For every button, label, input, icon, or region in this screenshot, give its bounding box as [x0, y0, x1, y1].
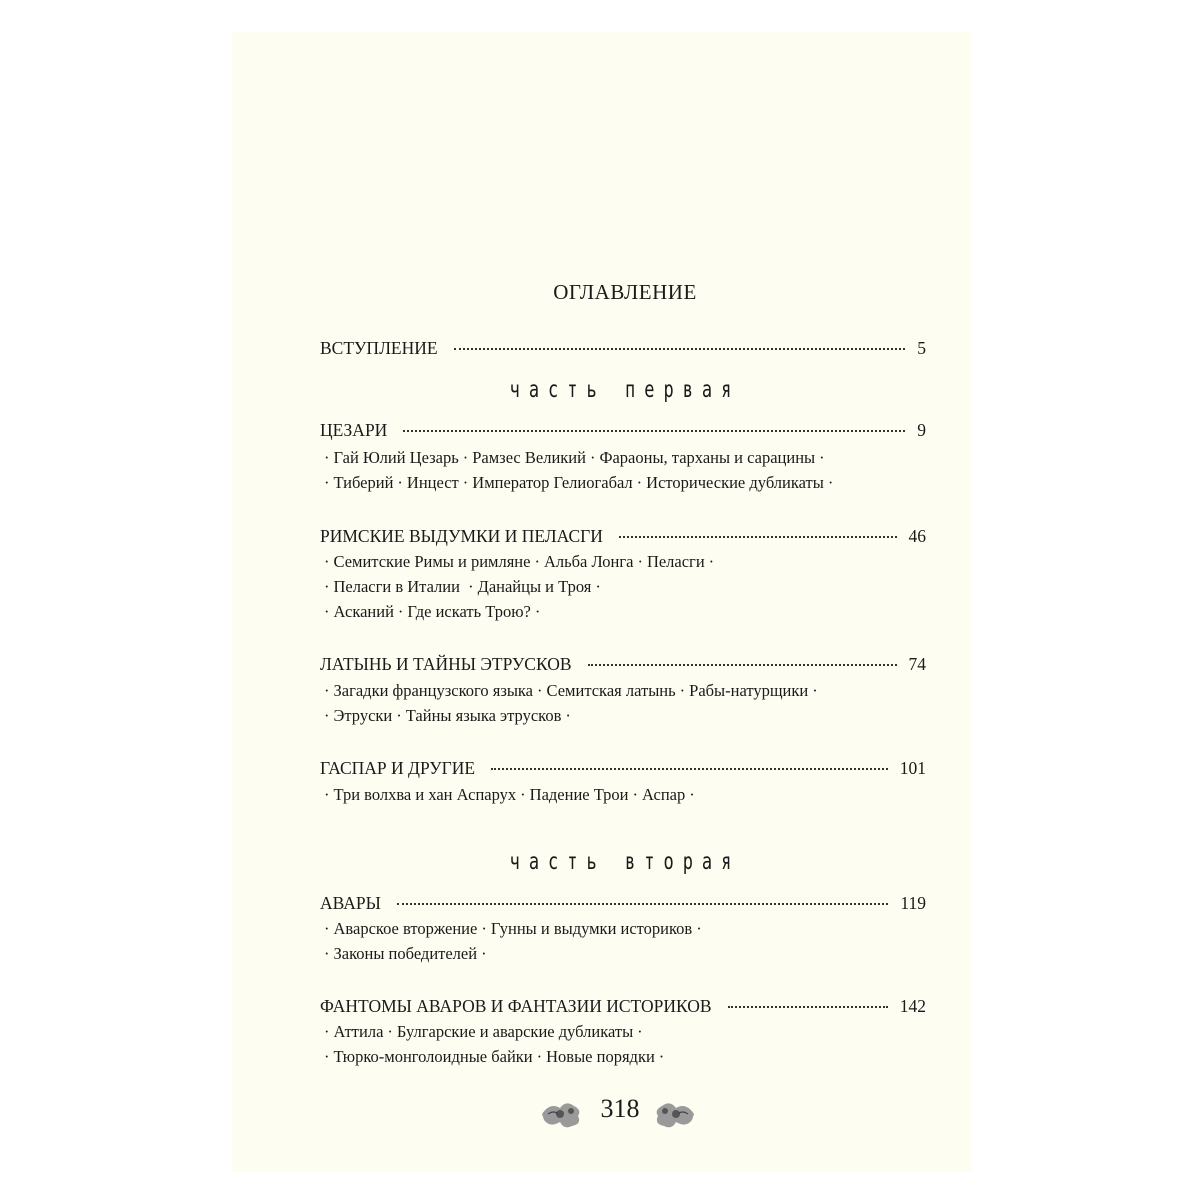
toc-entry	[320, 526, 926, 550]
subtopic: Рамзес Великий	[472, 448, 586, 467]
entry-title: РИМСКИЕ ВЫДУМКИ И ПЕЛАСГИ	[320, 526, 603, 546]
entry-title: ГАСПАР И ДРУГИЕ	[320, 758, 476, 778]
floral-ornament-icon	[652, 1098, 696, 1130]
subtopic: Аварское вторжение	[333, 919, 478, 938]
subtopic: Рабы-натурщики	[689, 681, 809, 700]
dot-leader	[454, 348, 906, 350]
table-of-contents	[320, 0, 930, 1200]
subtopics-line: · Законы победителей ·	[324, 944, 487, 963]
entry-title: ВСТУПЛЕНИЕ	[320, 338, 438, 358]
toc-entry-intro	[320, 338, 926, 362]
toc-title: ОГЛАВЛЕНИЕ	[553, 280, 697, 304]
subtopic: Альба Лонга	[543, 552, 634, 571]
subtopic: Семитская латынь	[546, 681, 676, 700]
entry-page: 119	[900, 893, 926, 913]
subtopic: Пеласги	[646, 552, 705, 571]
page-number: 318	[600, 1094, 640, 1123]
entry-page: 5	[917, 338, 926, 358]
subtopic: Тиберий	[333, 473, 394, 492]
subtopic: Исторические дубликаты	[646, 473, 824, 492]
subtopic: Пеласги в Италии	[333, 577, 460, 596]
entry-page: 9	[917, 420, 926, 440]
subtopic: Асканий	[333, 602, 394, 621]
entry-title: АВАРЫ	[320, 893, 381, 913]
dot-leader	[403, 430, 905, 432]
entry-page: 101	[899, 758, 926, 778]
subtopics-line: · Семитские Римы и римляне · Альба Лонга · Пеласги ·	[324, 552, 715, 571]
toc-entry	[320, 654, 926, 678]
subtopic: Гунны и выдумки историков	[490, 919, 693, 938]
subtopic: Фараоны, тарханы и сарацины	[599, 448, 816, 467]
toc-entry	[320, 893, 926, 917]
entry-page: 74	[908, 654, 926, 674]
entry-title: ЛАТЫНЬ И ТАЙНЫ ЭТРУСКОВ	[320, 654, 572, 674]
subtopics-line: · Асканий · Где искать Трою? ·	[324, 602, 541, 621]
part-one-title: часть первая	[509, 376, 741, 404]
dot-leader	[397, 903, 889, 905]
entry-page: 142	[899, 996, 926, 1016]
subtopic: Инцест	[406, 473, 459, 492]
dot-leader	[619, 536, 897, 538]
entry-title: ФАНТОМЫ АВАРОВ И ФАНТАЗИИ ИСТОРИКОВ	[320, 996, 712, 1016]
subtopics-line: · Аттила · Булгарские и аварские дубликаты ·	[324, 1022, 643, 1041]
subtopic: Три волхва и хан Аспарух	[333, 785, 517, 804]
subtopics-line: · Тюрко-монголоидные байки · Новые порядки ·	[324, 1047, 665, 1066]
dot-leader	[728, 1006, 888, 1008]
toc-entry	[320, 420, 926, 444]
subtopic: Законы победителей	[333, 944, 478, 963]
subtopic: Тайны языка этрусков	[405, 706, 562, 725]
floral-ornament-icon	[540, 1098, 584, 1130]
subtopic: Император Гелиогабал	[472, 473, 633, 492]
entry-page: 46	[908, 526, 926, 546]
subtopics-line: · Гай Юлий Цезарь · Рамзес Великий · Фараоны, тарханы и сарацины ·	[324, 448, 825, 467]
toc-entry	[320, 996, 926, 1020]
part-two-title: часть вторая	[509, 848, 741, 876]
toc-entry	[320, 758, 926, 782]
subtopic: Падение Трои	[529, 785, 629, 804]
subtopics-line: · Этруски · Тайны языка этрусков ·	[324, 706, 571, 725]
subtopic: Этруски	[333, 706, 393, 725]
subtopics-line: · Три волхва и хан Аспарух · Падение Трои · Аспар ·	[324, 785, 695, 804]
subtopics-line: · Загадки французского языка · Семитская латынь · Рабы-натурщики ·	[324, 681, 818, 700]
subtopics-line: · Тиберий · Инцест · Император Гелиогабал · Исторические дубликаты ·	[324, 473, 834, 492]
subtopics-line: · Аварское вторжение · Гунны и выдумки историков ·	[324, 919, 702, 938]
subtopic: Аспар	[642, 785, 686, 804]
subtopic: Новые порядки	[546, 1047, 655, 1066]
subtopic: Загадки французского языка	[333, 681, 534, 700]
subtopic: Семитские Римы и римляне	[333, 552, 531, 571]
subtopic: Где искать Трою?	[407, 602, 531, 621]
entry-title: ЦЕЗАРИ	[320, 420, 388, 440]
subtopics-line: · Пеласги в Италии · Данайцы и Троя ·	[324, 577, 601, 596]
subtopic: Гай Юлий Цезарь	[333, 448, 459, 467]
subtopic: Тюрко-монголоидные байки	[333, 1047, 533, 1066]
dot-leader	[588, 664, 897, 666]
page-number-footer	[540, 1094, 700, 1134]
dot-leader	[491, 768, 888, 770]
subtopic: Булгарские и аварские дубликаты	[396, 1022, 634, 1041]
subtopic: Данайцы и Троя	[477, 577, 592, 596]
subtopic: Аттила	[333, 1022, 384, 1041]
